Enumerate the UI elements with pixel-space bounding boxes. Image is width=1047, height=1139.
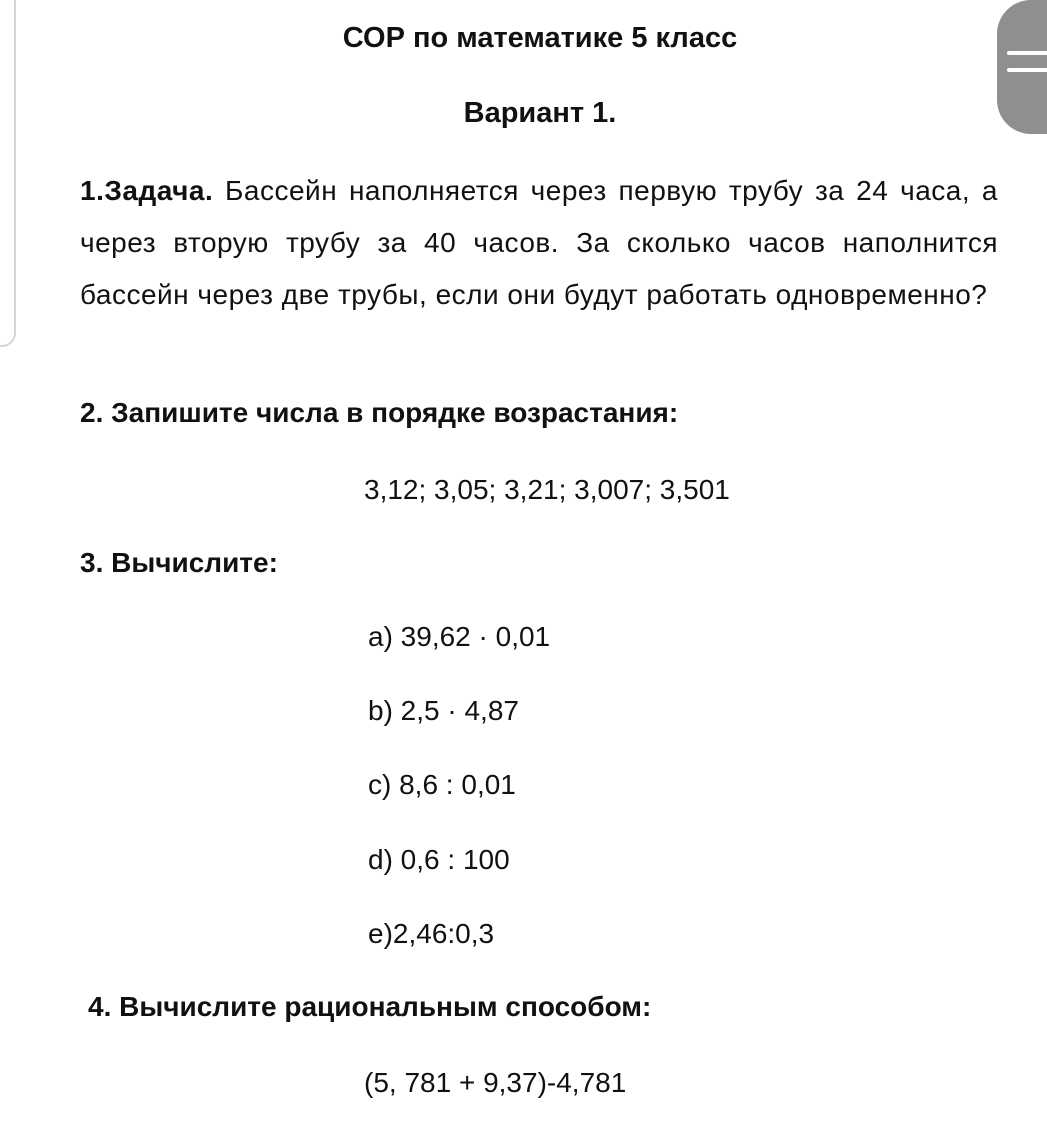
task-3-heading: 3. Вычислите: [80, 547, 278, 578]
task-4-heading: 4. Вычислите рациональным способом: [88, 991, 652, 1022]
task-2-heading: 2. Запишите числа в порядке возрастания: [80, 397, 679, 428]
task-3-item-e: e)2,46:0,3 [368, 918, 495, 949]
task-3-item-a: a) 39,62 · 0,01 [368, 621, 551, 652]
document-title: СОР по математике 5 класс [342, 22, 738, 54]
task-3-item-c: c) 8,6 : 0,01 [368, 769, 516, 800]
drag-handle-icon [1007, 68, 1047, 72]
task-2-numbers: 3,12; 3,05; 3,21; 3,007; 3,501 [364, 474, 730, 505]
task-4-expression: (5, 781 + 9,37)-4,781 [364, 1067, 627, 1098]
task-3-item-b: b) 2,5 · 4,87 [368, 695, 519, 726]
task-1-label: 1.Задача. [80, 175, 214, 206]
task-1 [80, 165, 998, 321]
task-1-text: Бассейн наполняется через первую трубу за 24 часа, а через вторую трубу за 40 часов. За сколько часов наполнится бассейн через две трубы, если они будут работать одновременно? [80, 175, 998, 310]
task-3-item-d: d) 0,6 : 100 [368, 844, 510, 875]
variant-label: Вариант 1. [463, 97, 617, 129]
